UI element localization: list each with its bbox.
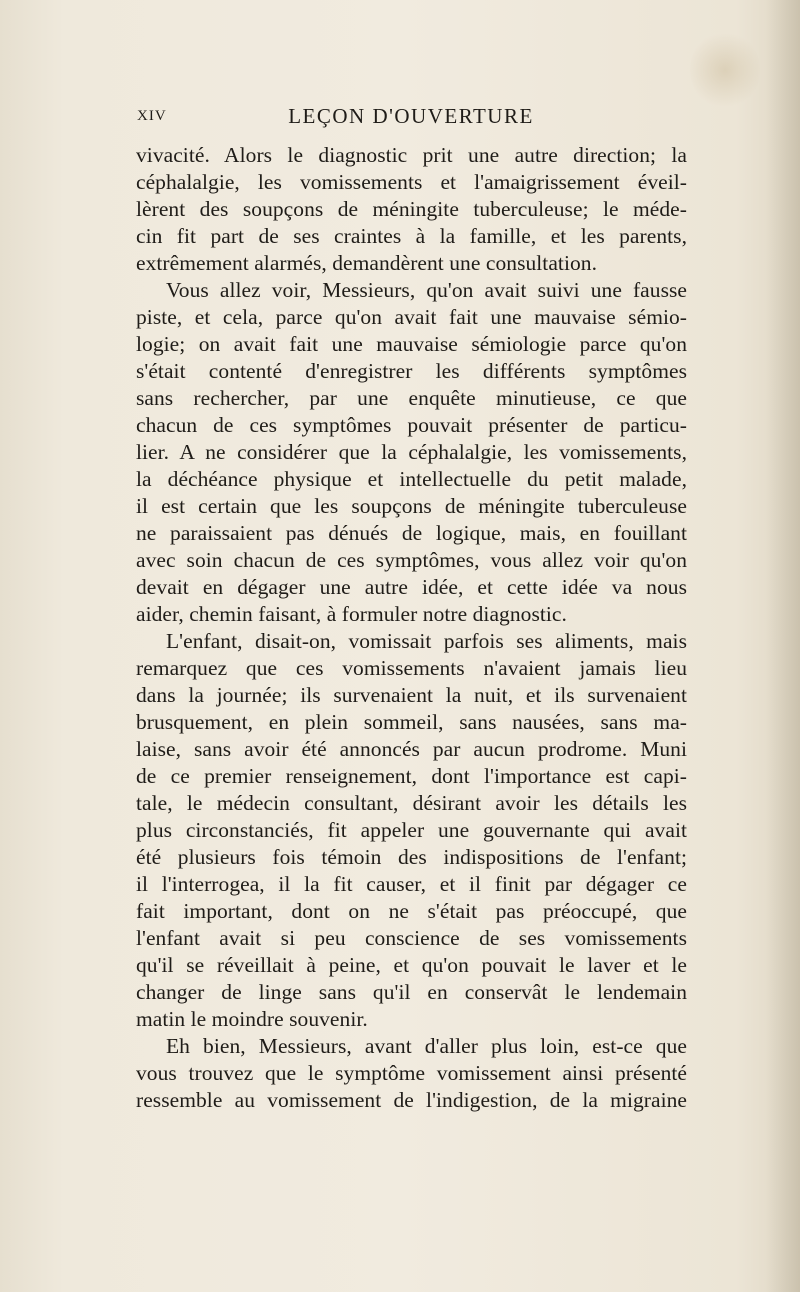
paragraph-1 (136, 142, 687, 277)
text-line: céphalalgie, les vomissements et l'amaigrissement éveil- (136, 170, 687, 194)
paragraph-4 (136, 1033, 687, 1114)
text-line: qu'il se réveillait à peine, et qu'on pouvait le laver et le (136, 953, 687, 977)
text-line: été plusieurs fois témoin des indispositions de l'enfant; (136, 845, 687, 869)
text-line: fait important, dont on ne s'était pas préoccupé, que (136, 899, 687, 923)
text-line: lier. A ne considérer que la céphalalgie, les vomissements, (136, 440, 687, 464)
text-line: Eh bien, Messieurs, avant d'aller plus loin, est-ce que (166, 1034, 687, 1058)
text-line: ressemble au vomissement de l'indigestion, de la migraine (136, 1088, 687, 1112)
running-head: LEÇON D'OUVERTURE (288, 104, 534, 128)
text-line: il l'interrogea, il la fit causer, et il finit par dégager ce (136, 872, 687, 896)
text-line: il est certain que les soupçons de méningite tuberculeuse (136, 494, 687, 518)
text-line: Vous allez voir, Messieurs, qu'on avait suivi une fausse (166, 278, 687, 302)
text-line: lèrent des soupçons de méningite tuberculeuse; le méde- (136, 197, 687, 221)
text-line: devait en dégager une autre idée, et cette idée va nous (136, 575, 687, 599)
text-line: plus circonstanciés, fit appeler une gouvernante qui avait (136, 818, 687, 842)
text-line: logie; on avait fait une mauvaise sémiologie parce qu'on (136, 332, 687, 356)
paragraph-2 (136, 277, 687, 628)
text-line: chacun de ces symptômes pouvait présenter de particu- (136, 413, 687, 437)
page-number: XIV (137, 108, 167, 124)
text-line: matin le moindre souvenir. (136, 1007, 368, 1031)
paper-stain (690, 30, 760, 110)
text-line: remarquez que ces vomissements n'avaient jamais lieu (136, 656, 687, 680)
paragraph-3 (136, 628, 687, 1033)
text-line: changer de linge sans qu'il en conservât le lendemain (136, 980, 687, 1004)
text-line: de ce premier renseignement, dont l'importance est capi- (136, 764, 687, 788)
text-line: dans la journée; ils survenaient la nuit, et ils survenaient (136, 683, 687, 707)
text-line: s'était contenté d'enregistrer les différents symptômes (136, 359, 687, 383)
text-line: L'enfant, disait-on, vomissait parfois ses aliments, mais (166, 629, 687, 653)
text-line: piste, et cela, parce qu'on avait fait une mauvaise sémio- (136, 305, 687, 329)
text-line: cin fit part de ses craintes à la famille, et les parents, (136, 224, 687, 248)
text-line: vous trouvez que le symptôme vomissement ainsi présenté (136, 1061, 687, 1085)
text-line: avec soin chacun de ces symptômes, vous allez voir qu'on (136, 548, 687, 572)
text-line: la déchéance physique et intellectuelle du petit malade, (136, 467, 687, 491)
text-line: laise, sans avoir été annoncés par aucun prodrome. Muni (136, 737, 687, 761)
page-header (137, 104, 685, 134)
text-line: brusquement, en plein sommeil, sans nausées, sans ma- (136, 710, 687, 734)
text-line: sans rechercher, par une enquête minutieuse, ce que (136, 386, 687, 410)
text-line: l'enfant avait si peu conscience de ses vomissements (136, 926, 687, 950)
text-line: aider, chemin faisant, à formuler notre diagnostic. (136, 602, 567, 626)
text-line: extrêmement alarmés, demandèrent une consultation. (136, 251, 597, 275)
body-text (136, 142, 687, 1114)
text-line: vivacité. Alors le diagnostic prit une autre direction; la (136, 143, 687, 167)
text-line: ne paraissaient pas dénués de logique, mais, en fouillant (136, 521, 687, 545)
page-edge-shadow (766, 0, 800, 1292)
text-line: tale, le médecin consultant, désirant avoir les détails les (136, 791, 687, 815)
